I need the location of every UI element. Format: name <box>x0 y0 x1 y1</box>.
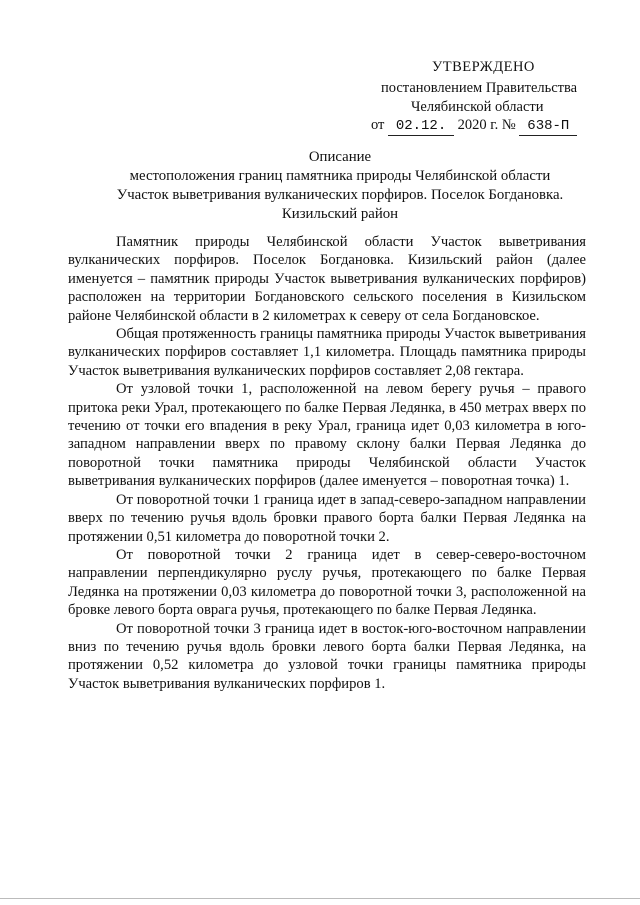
document-title <box>60 148 620 224</box>
document-body <box>68 233 586 693</box>
title-line-2: местоположения границ памятника природы Челябинской области <box>129 168 551 184</box>
date-value: 02.12. <box>388 118 454 136</box>
paragraph-1: Памятник природы Челябинской области Участок выветривания вулканических порфиров. Поселок Богдановка. Кизильский район (далее именуется – памятник природы Участок выветривания вулканических порфиров) расположен на территории Богдановского сельского поселения в Кизильском районе Челябинской области в 2 километрах к северу от села Богдановское. <box>68 234 586 324</box>
document-number: 638-П <box>519 118 577 136</box>
approved-region-line: Челябинской области <box>411 99 544 115</box>
title-line-1: Описание <box>308 149 372 165</box>
paragraph-5: От поворотной точки 2 граница идет в север-северо-восточном направлении перпендикулярно руслу ручья, протекающего по балке Первая Ледянка на протяжении 0,03 километра до поворотной точки 3, расположенной на бровке левого борта оврага ручья, протекающего по балке Первая Ледянка. <box>68 546 586 619</box>
paragraph-6: От поворотной точки 3 граница идет в восток-юго-восточном направлении вниз по течению ручья вдоль бровки левого борта балки Первая Ледянка, на протяжении 0,52 километра до узловой точки границы памятника природы Участок выветривания вулканических порфиров 1. <box>68 620 586 692</box>
title-line-3: Участок выветривания вулканических порфиров. Поселок Богдановка. <box>116 187 564 203</box>
year-number-label: 2020 г. № <box>457 117 516 133</box>
approved-heading: УТВЕРЖДЕНО <box>432 59 535 75</box>
paragraph-3: От узловой точки 1, расположенной на левом берегу ручья – правого притока реки Урал, протекающего по балке Первая Ледянка, в 450 метрах вверх по течению от точки его впадения в реку Урал, граница идет 0,03 километра в юго-западном направлении вверх по правому склону балки Первая Ледянка до поворотной точки памятника природы Челябинской области Участок выветривания вулканических порфиров (далее именуется – поворотная точка) 1. <box>68 381 586 490</box>
approved-by-line: постановлением Правительства <box>381 80 578 96</box>
scan-bottom-edge <box>0 898 640 899</box>
paragraph-2: Общая протяженность границы памятника природы Участок выветривания вулканических порфиров составляет 1,1 километра. Площадь памятника природы Участок выветривания вулканических порфиров составляет 2,08 гектара. <box>68 326 586 379</box>
approval-date-row <box>371 115 577 136</box>
date-prefix: от <box>371 117 385 133</box>
title-line-4: Кизильский район <box>281 206 399 222</box>
paragraph-4: От поворотной точки 1 граница идет в запад-северо-западном направлении вверх по течению ручья вдоль бровки правого борта балки Первая Ледянка на протяжении 0,51 километра до поворотной точки 2. <box>68 491 586 545</box>
